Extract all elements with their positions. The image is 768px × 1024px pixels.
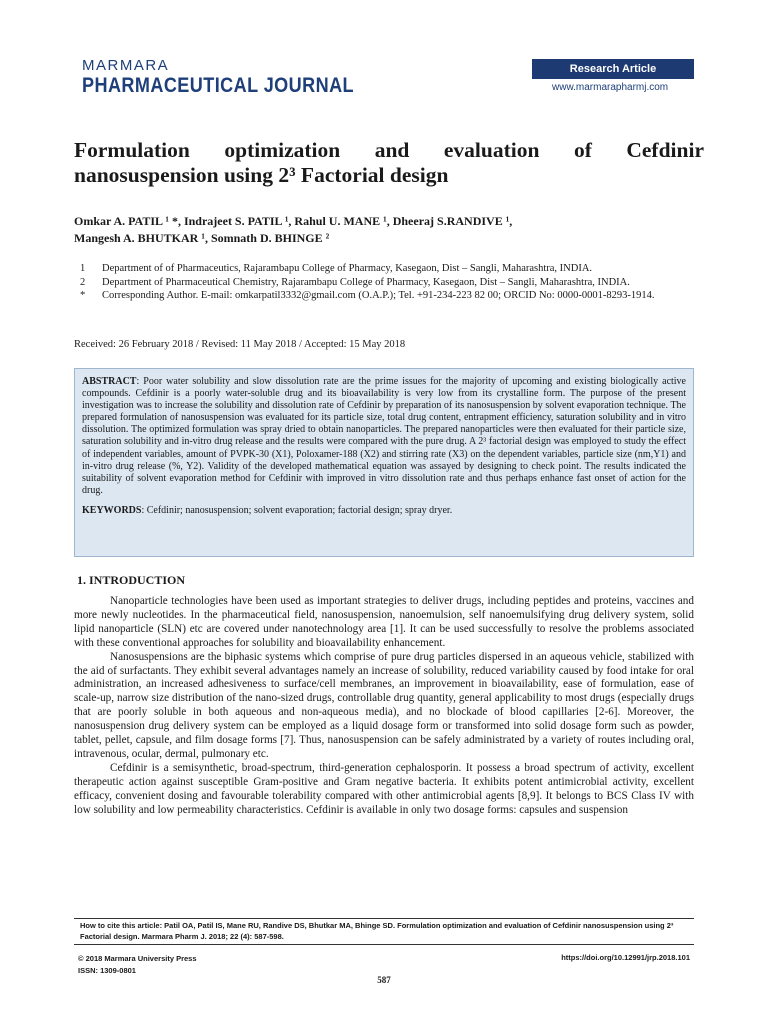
journal-logo-name: PHARMACEUTICAL JOURNAL [82,74,355,97]
issn-text: ISSN: 1309-0801 [78,965,136,975]
author-line-1: Omkar A. PATIL ¹ *, Indrajeet S. PATIL ¹, Rahul U. MANE ¹, Dheeraj S.RANDIVE ¹, [74,214,513,228]
affiliation-marker: 2 [80,276,86,288]
body-paragraph: Nanosuspensions are the biphasic systems which comprise of pure drug particles dispersed in an aqueous vehicle, stabilized with the aid of surfactants. They exhibit several advantages namely an increase of solubility, reduced variability caused by food intake for oral administration, an increased adhesiveness to surface/cell membranes, an improvement in bioavailability, ease of formulation, ease of scale-up, narrow size distribution of the nano-sized drugs, controllable drug quantity, general applicability to most drugs (especially drugs that are poorly soluble in both aqueous and non-aqueous media), and no blockade of blood capillaries [2-6]. Moreover, the nanosuspension drug delivery system can be employed as a liquid dosage form or transformed into solid dosage form such as powder, tablet, pellet, capsule, and film dosage forms [7]. Thus, nanosuspension can be safely administrated by a variety of routes including oral, intravenous, ocular, dermal, pulmonary etc. [74,650,694,760]
affiliation-text: Department of Pharmaceutical Chemistry, Rajarambapu College of Pharmacy, Kasegaon, Dist – Sangli, Maharashtra, INDIA. [102,276,630,288]
body-paragraph: Cefdinir is a semisynthetic, broad-spectrum, third-generation cephalosporin. It possess a broad spectrum of activity, excellent therapeutic action against susceptible Gram-positive and Gram negative bacteria. It exhibits potent antimicrobial activity, excellent efficacy, convenient dosing and favourable tolerability compared with other antimicrobial agents [8,9]. It belongs to BCS Class IV with low solubility and low permeability characteristics. Cefdinir is available in only two dosage forms: capsules and suspension [74,761,694,816]
article-dates: Received: 26 February 2018 / Revised: 11 May 2018 / Accepted: 15 May 2018 [74,339,406,350]
introduction-body [74,595,694,818]
body-paragraph: Nanoparticle technologies have been used as important strategies to deliver drugs, including peptides and proteins, vaccines and more newly nucleotides. In the pharmaceutical field, nanosuspension, nanoemulsion, self nanoemulsifying drug delivery system, solid lipid nanoparticle (SLN) etc are covered under nanotechnology area [1]. It can be used successfully to resolve the problems associated with these conventional approaches for solubility and bioavailability enhancement. [74,595,694,649]
journal-website-link[interactable]: www.marmarapharmj.com [552,82,669,93]
keywords-paragraph [82,505,686,517]
affiliation-marker: * [80,290,86,301]
article-title: Formulation optimization and evaluation of Cefdinir nanosuspension using 2³ Factorial design [74,138,704,187]
section-heading-introduction: 1. INTRODUCTION [77,573,186,587]
abstract-box [74,368,694,557]
abstract-text: : Poor water solubility and slow dissolution rate are the prime issues for the majority of upcoming and existing biologically active compounds. Cefdinir is a poorly water-soluble drug and its bioavailability is very low from its crystalline form. The purpose of the present investigation was to increase the solubility and dissolution rate of Cefdinir by preparation of its nanosuspension by solvent evaporation technique. The prepared formulation of nanosuspension was evaluated for its particle size, total drug content, entrapment efficiency, saturation solubility and in vitro dissolution. The optimized formulation was spray dried to obtain nanoparticles. The prepared nanoparticles were then evaluated for their particle size, saturation solubility and in-vitro drug release and the results were compared with the pure drug. A 2³ factorial design was employed to study the effect of independent variables, amount of PVPK-30 (X1), Poloxamer-188 (X2) and stirring rate (X3) on the dependent variables, particle size (nm,Y1) and in-vitro drug release (%, Y2). Validity of the developed mathematical equation was assayed by designing to check point. The results indicated the suitability of solvent evaporation method for Cefdinir with improved in vitro dissolution rate and thus perhaps enhance fast onset of action for the drug. [82,376,686,496]
author-list [74,213,694,247]
affiliation-marker: 1 [80,263,86,274]
article-type-badge: Research Article [532,59,694,79]
how-to-cite-box: How to cite this article: Patil OA, Patil IS, Mane RU, Randive DS, Bhutkar MA, Bhinge SD. Formulation optimization and evaluation of Cefdinir nanosuspension using 2³ Factorial design. Marmara Pharm J. 2018; 22 (4): 587-598. [74,918,694,945]
page-number: 587 [377,975,391,985]
doi-link[interactable]: https://doi.org/10.12991/jrp.2018.101 [561,953,690,962]
affiliation-text: Corresponding Author. E-mail: omkarpatil3332@gmail.com (O.A.P.); Tel. +91-234-223 82 00; ORCID No: 0000-0001-8293-1914. [102,290,655,301]
affiliation-text: Department of of Pharmaceutics, Rajarambapu College of Pharmacy, Kasegaon, Dist – Sangli, Maharashtra, INDIA. [102,263,593,274]
journal-logo-top: MARMARA [82,57,170,74]
abstract-label: ABSTRACT [82,376,137,387]
copyright-text: © 2018 Marmara University Press [78,954,197,963]
affiliation-corresponding [74,289,696,303]
author-line-2: Mangesh A. BHUTKAR ¹, Somnath D. BHINGE ² [74,231,330,245]
affiliation-1 [74,262,696,276]
abstract-paragraph [82,376,686,497]
affiliation-2 [74,276,696,290]
affiliations [74,262,696,303]
keywords-label: KEYWORDS [82,504,142,516]
keywords-text: : Cefdinir; nanosuspension; solvent evaporation; factorial design; spray dryer. [141,504,453,516]
footer-publisher [78,953,197,976]
